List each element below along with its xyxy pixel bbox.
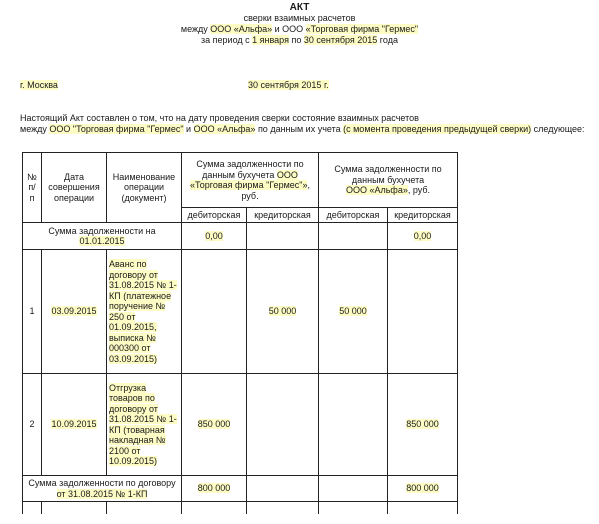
contract-label bbox=[23, 476, 182, 502]
row-credit-germes bbox=[247, 250, 319, 374]
row-num: 2 bbox=[23, 374, 42, 476]
contract-label-ref: от 31.08.2015 № 1-КП bbox=[56, 488, 148, 499]
header-sum-alfa-company: ООО «Альфа» bbox=[345, 185, 408, 196]
row-operation-text: Отгрузка товаров по договору от 31.08.2015 № 1-КП (товарная накладная № 2100 от 10.09.2015) bbox=[109, 382, 177, 466]
row-debit-alfa bbox=[319, 374, 388, 476]
intro-mid2: по данным их учета bbox=[255, 124, 344, 134]
header-sum-germes-company: ООО «Торговая фирма "Гермес"» bbox=[190, 169, 308, 190]
period-suffix: года bbox=[377, 35, 398, 45]
header-sum-alfa-text: Сумма задолженности по данным бухучета bbox=[334, 164, 442, 185]
cont-cell bbox=[182, 502, 247, 514]
intro-suffix: следующее: bbox=[531, 124, 585, 134]
row-credit-alfa bbox=[388, 250, 458, 374]
opening-value-germes: 0,00 bbox=[205, 230, 223, 241]
period-to: 30 сентября 2015 bbox=[303, 35, 378, 45]
header-sum-alfa-suffix: , руб. bbox=[407, 185, 431, 196]
company-alfa: ООО «Альфа» bbox=[210, 24, 273, 34]
act-title: АКТ bbox=[289, 2, 310, 13]
row-credit-alfa bbox=[388, 374, 458, 476]
parties-mid: и ООО bbox=[272, 24, 306, 34]
opening-credit-alfa bbox=[388, 223, 458, 250]
row-credit-alfa-value: 850 000 bbox=[406, 419, 439, 430]
header-debit-germes: дебиторская bbox=[182, 208, 247, 223]
header-num: № п/ п bbox=[23, 153, 42, 223]
header-debit-alfa: дебиторская bbox=[319, 208, 388, 223]
contract-credit-alfa bbox=[388, 476, 458, 502]
cont-cell bbox=[319, 502, 388, 514]
parties-prefix: между bbox=[180, 24, 211, 34]
header-name: Наименование операции (документ) bbox=[107, 153, 182, 223]
cont-cell bbox=[42, 502, 107, 514]
period-from: 1 января bbox=[252, 35, 289, 45]
place: г. Москва bbox=[20, 80, 58, 90]
opening-label bbox=[23, 223, 182, 250]
act-period bbox=[0, 35, 599, 46]
row-operation-text: Аванс по договору от 31.08.2015 № 1-КП (платежное поручение № 250 от 01.09.2015, выписка № 000300 от 03.09.2015) bbox=[109, 259, 177, 364]
row-debit-alfa-value: 50 000 bbox=[339, 306, 367, 317]
intro-mid: и bbox=[183, 124, 194, 134]
contract-value-alfa: 800 000 bbox=[406, 483, 439, 494]
intro-prefix: между bbox=[20, 124, 50, 134]
row-date-value: 03.09.2015 bbox=[51, 306, 97, 317]
header-credit-alfa: кредиторская bbox=[388, 208, 458, 223]
opening-credit-germes bbox=[247, 223, 319, 250]
intro-company-germes: ООО "Торговая фирма "Гермес" bbox=[49, 124, 184, 134]
contract-debit-germes bbox=[182, 476, 247, 502]
contract-label-text: Сумма задолженности по договору bbox=[28, 478, 176, 488]
row-operation bbox=[107, 374, 182, 476]
opening-value-alfa: 0,00 bbox=[413, 230, 432, 241]
period-prefix: за период с bbox=[201, 35, 253, 45]
row-debit-alfa bbox=[319, 250, 388, 374]
contract-value-germes: 800 000 bbox=[197, 483, 231, 494]
act-subtitle: сверки взаимных расчетов bbox=[243, 13, 356, 23]
header-sum-germes-text: Сумма задолженности по данным бухучета bbox=[196, 159, 304, 180]
act-date: 30 сентября 2015 г. bbox=[248, 80, 329, 90]
header-sum-alfa bbox=[319, 153, 458, 208]
contract-debit-alfa bbox=[319, 476, 388, 502]
intro-line-1: Настоящий Акт составлен о том, что на дату проведения сверки состояние взаимных расчетов bbox=[20, 113, 419, 123]
header-date: Дата совершения операции bbox=[42, 153, 107, 223]
row-debit-germes bbox=[182, 374, 247, 476]
row-credit-germes-value: 50 000 bbox=[268, 306, 297, 317]
row-credit-germes bbox=[247, 374, 319, 476]
header-sum-germes-suffix: , руб. bbox=[241, 180, 310, 201]
period-mid: по bbox=[288, 35, 304, 45]
opening-debit-alfa bbox=[319, 223, 388, 250]
cont-cell bbox=[107, 502, 182, 514]
contract-credit-germes bbox=[247, 476, 319, 502]
act-parties bbox=[0, 24, 599, 35]
header-sum-germes bbox=[182, 153, 319, 208]
opening-debit-germes bbox=[182, 223, 247, 250]
row-date-value: 10.09.2015 bbox=[51, 419, 97, 430]
intro-paragraph bbox=[20, 113, 595, 135]
row-operation bbox=[107, 250, 182, 374]
opening-date: 01.01.2015 bbox=[79, 236, 125, 246]
row-date bbox=[42, 250, 107, 374]
intro-note: (с момента проведения предыдущей сверки) bbox=[343, 124, 532, 134]
cont-cell bbox=[23, 502, 42, 514]
row-debit-germes bbox=[182, 250, 247, 374]
header-credit-germes: кредиторская bbox=[247, 208, 319, 223]
reconciliation-table bbox=[22, 152, 458, 514]
act-header bbox=[0, 2, 599, 46]
table-row bbox=[23, 250, 458, 374]
row-num: 1 bbox=[23, 250, 42, 374]
opening-label-text: Сумма задолженности на bbox=[48, 225, 156, 236]
company-germes: «Торговая фирма "Гермес" bbox=[305, 24, 419, 34]
cont-cell bbox=[388, 502, 458, 514]
contract-balance-row bbox=[23, 476, 458, 502]
table-row bbox=[23, 374, 458, 476]
opening-balance-row bbox=[23, 223, 458, 250]
intro-line-2 bbox=[20, 124, 595, 135]
cont-cell bbox=[247, 502, 319, 514]
row-date bbox=[42, 374, 107, 476]
intro-company-alfa: ООО «Альфа» bbox=[193, 124, 256, 134]
continuation-row bbox=[23, 502, 458, 514]
row-debit-germes-value: 850 000 bbox=[197, 419, 231, 430]
